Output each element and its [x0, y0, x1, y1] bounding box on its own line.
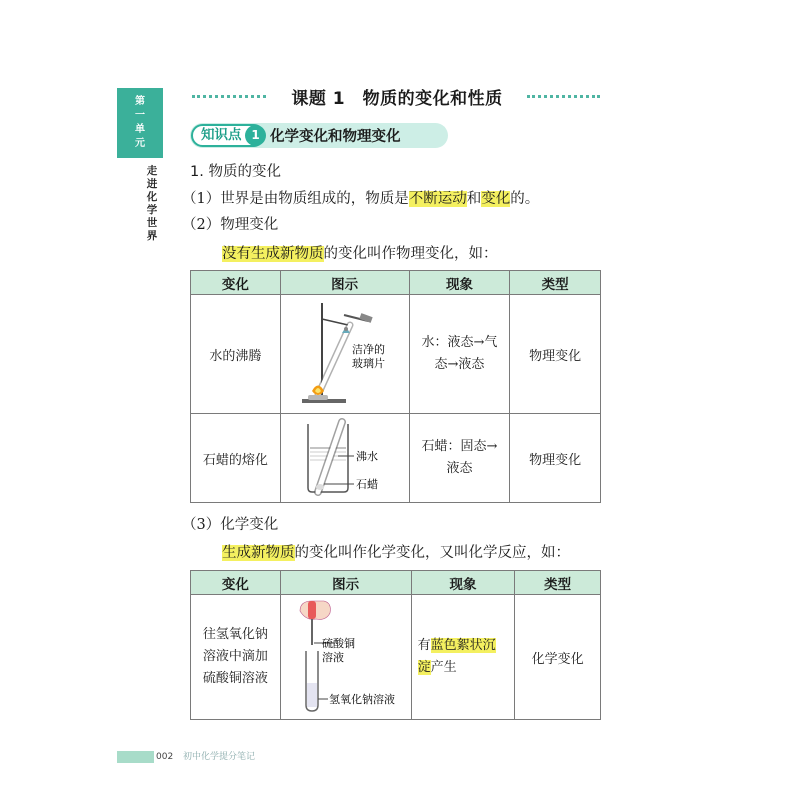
knowledge-point-banner	[190, 123, 448, 148]
phenomenon-cell	[409, 295, 510, 414]
change-text: 溶液中滴加	[202, 649, 268, 664]
physical-change-table	[190, 270, 601, 503]
title-dots-right	[527, 95, 600, 98]
item-1-text: 和	[466, 191, 482, 207]
unit-subtitle-char: 界	[146, 230, 158, 242]
item-1-highlight: 不断运动	[408, 191, 467, 207]
table-row	[191, 414, 601, 503]
page-number: 002	[156, 752, 174, 762]
figure-label: 氢氧化钠溶液	[328, 693, 395, 706]
phenomenon-cell	[409, 414, 510, 503]
figure-label: 溶液	[321, 651, 344, 664]
phenomenon-text: 石蜡：固态→	[421, 439, 498, 454]
chemical-change-table	[190, 570, 601, 720]
knowledge-point-badge	[191, 124, 265, 147]
figure-cell	[280, 414, 409, 503]
unit-subtitle-vertical	[145, 165, 159, 243]
figure-label: 沸水	[355, 450, 378, 463]
item-1-text: 的。	[510, 191, 540, 207]
table-header: 图示	[280, 571, 411, 595]
change-cell: 水的沸腾	[191, 295, 281, 414]
figure-label: 玻璃片	[351, 357, 385, 370]
footer-bar	[117, 751, 154, 763]
title-dots-left	[192, 95, 266, 98]
item-1-text: （1）世界是由物质组成的，物质是	[182, 191, 409, 207]
unit-subtitle-char: 世	[146, 217, 158, 229]
phenomenon-text: 态→液态	[434, 357, 485, 372]
knowledge-point-number: 1	[245, 125, 266, 146]
table-header: 现象	[409, 271, 510, 295]
phenomenon-text: 产生	[430, 660, 457, 675]
unit-tab-char: 元	[135, 138, 145, 149]
chemical-definition-highlight: 生成新物质	[222, 545, 295, 561]
unit-tab-char: 单	[135, 124, 145, 135]
change-text: 往氢氧化钠	[202, 627, 268, 642]
table-row	[191, 595, 601, 720]
wax-melting-beaker-figure	[282, 414, 408, 498]
boiling-water-apparatus-figure	[282, 295, 408, 409]
unit-tab	[117, 88, 163, 158]
section-heading: 1. 物质的变化	[190, 164, 281, 180]
physical-definition-highlight: 没有生成新物质	[222, 246, 324, 262]
phenomenon-highlight: 淀	[417, 660, 431, 675]
unit-tab-char: 第	[135, 96, 145, 107]
item-1-highlight: 变化	[481, 191, 511, 207]
unit-subtitle-char: 进	[146, 178, 158, 190]
item-1	[182, 187, 539, 208]
type-cell: 化学变化	[515, 595, 601, 720]
type-cell: 物理变化	[510, 414, 601, 503]
table-row	[191, 295, 601, 414]
figure-label: 硫酸铜	[321, 637, 355, 650]
table-header: 类型	[510, 271, 601, 295]
change-text: 硫酸铜溶液	[202, 671, 268, 686]
test-tube-dropper-figure	[282, 595, 410, 715]
lesson-title: 课题 1 物质的变化和性质	[291, 89, 503, 109]
chemical-definition	[222, 541, 570, 562]
chemical-definition-text: 的变化叫作化学变化，又叫化学反应，如：	[294, 545, 570, 561]
figure-cell	[280, 295, 409, 414]
table-header: 现象	[411, 571, 515, 595]
unit-subtitle-char: 学	[146, 204, 158, 216]
table-header: 变化	[191, 271, 281, 295]
unit-subtitle-char: 走	[146, 165, 158, 177]
lesson-title-row	[190, 84, 600, 108]
phenomenon-highlight: 蓝色絮状沉	[430, 638, 496, 653]
type-cell: 物理变化	[510, 295, 601, 414]
table-header: 类型	[515, 571, 601, 595]
phenomenon-text: 水：液态→气	[421, 335, 498, 350]
figure-label: 石蜡	[355, 478, 378, 491]
change-cell: 石蜡的熔化	[191, 414, 281, 503]
phenomenon-cell	[411, 595, 515, 720]
item-2-heading: （2）物理变化	[182, 217, 279, 233]
footer-book-title: 初中化学提分笔记	[183, 752, 256, 762]
phenomenon-text: 液态	[446, 461, 473, 476]
knowledge-point-badge-label: 知识点	[201, 127, 242, 143]
knowledge-point-text: 化学变化和物理变化	[270, 129, 401, 145]
item-3-heading: （3）化学变化	[182, 517, 279, 533]
unit-tab-char: 一	[135, 110, 145, 121]
table-header: 图示	[280, 271, 409, 295]
change-cell	[191, 595, 281, 720]
figure-label: 洁净的	[351, 343, 385, 356]
unit-subtitle-char: 化	[146, 191, 158, 203]
table-header: 变化	[191, 571, 281, 595]
physical-definition	[222, 242, 498, 263]
phenomenon-text: 有	[417, 638, 431, 653]
physical-definition-text: 的变化叫作物理变化，如：	[323, 246, 498, 262]
figure-cell	[280, 595, 411, 720]
